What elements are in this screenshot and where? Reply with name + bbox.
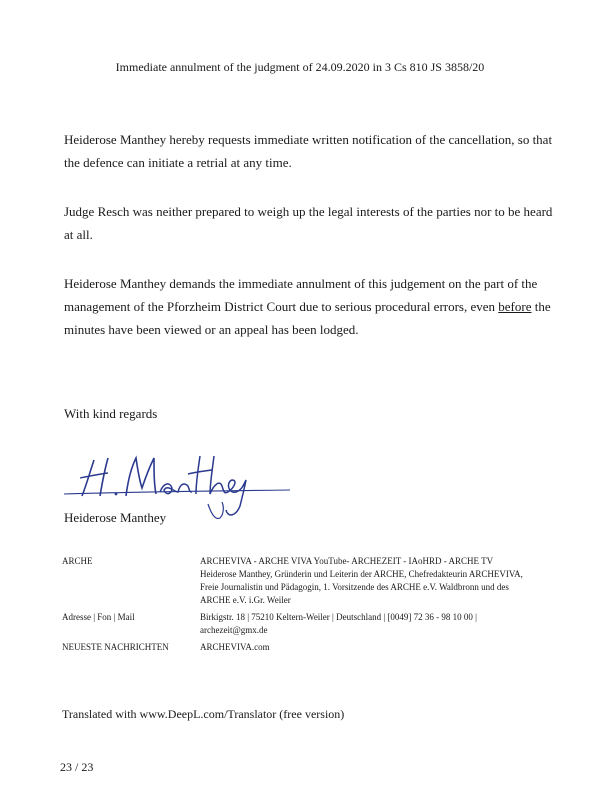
paragraph-notification-request: Heiderose Manthey hereby requests immediate written notification of the cancellation, so that the defence can initiate a retrial at any time.: [64, 132, 553, 170]
footer-value: [200, 609, 540, 639]
footer-value: [200, 553, 540, 609]
closing-salutation: With kind regards: [64, 406, 158, 421]
footer-info-table: [62, 553, 540, 656]
underlined-word: before: [498, 299, 532, 314]
footer-label: Adresse | Fon | Mail: [62, 612, 135, 622]
paragraph-text-part: the minutes have been viewed or an appeal has been lodged.: [64, 299, 551, 337]
footer-value-line: archezeit@gmx.de: [200, 625, 268, 635]
paragraph-annulment-demand: [64, 272, 564, 341]
footer-value: ARCHEVIVA.com: [200, 642, 270, 652]
paragraph-text-part: Heiderose Manthey demands the immediate annulment of this judgement on the part of the management of the Pforzheim District Court due to serious procedural errors, even: [64, 276, 538, 314]
translation-note: Translated with www.DeepL.com/Translator (free version): [62, 707, 345, 721]
footer-row-news: [62, 639, 540, 656]
page-number: 23 / 23: [60, 760, 94, 774]
letter-subject: Immediate annulment of the judgment of 24.09.2020 in 3 Cs 810 JS 3858/20: [115, 60, 485, 74]
footer-value-line: ARCHEVIVA - ARCHE VIVA YouTube- ARCHEZEIT - IAoHRD - ARCHE TV: [200, 556, 494, 566]
signatory-name: Heiderose Manthey: [64, 510, 167, 525]
footer-label: ARCHE: [62, 556, 93, 566]
paragraph-judge-statement: Judge Resch was neither prepared to weigh up the legal interests of the parties nor to be heard at all.: [64, 204, 553, 242]
footer-label: NEUESTE NACHRICHTEN: [62, 642, 169, 652]
footer-value-line: Birkigstr. 18 | 75210 Keltern-Weiler | Deutschland | [0049] 72 36 - 98 10 00 |: [200, 612, 477, 622]
footer-value-line: Heiderose Manthey, Gründerin und Leiterin der ARCHE, Chefredakteurin ARCHEVIVA, Freie Journalistin und Pädagogin, 1. Vorsitzende des ARCHE e.V. Waldbronn und des ARCHE e.V. i.Gr. Weiler: [200, 569, 523, 605]
footer-row-arche: [62, 553, 540, 609]
footer-row-contact: [62, 609, 540, 639]
